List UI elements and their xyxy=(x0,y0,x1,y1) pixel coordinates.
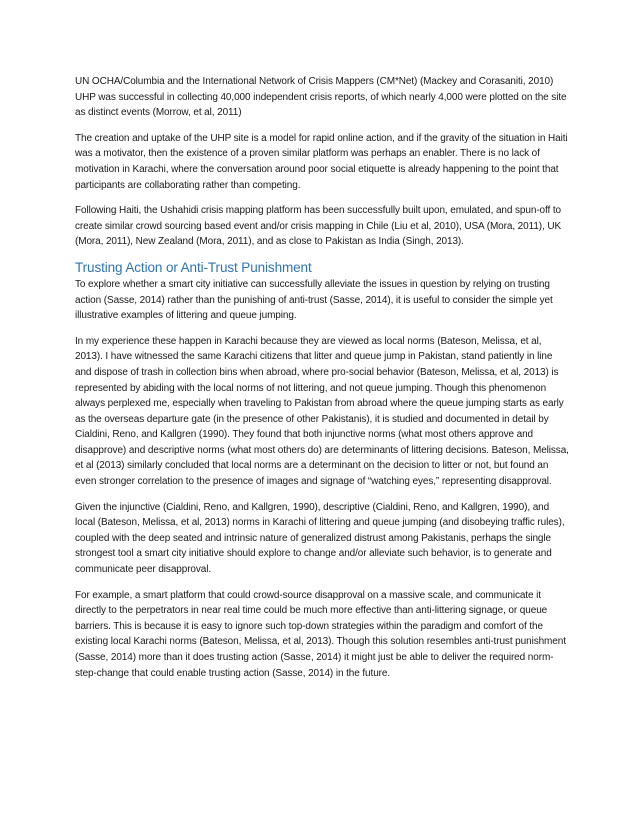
body-paragraph: Given the injunctive (Cialdini, Reno, and Kallgren, 1990), descriptive (Cialdini, Reno, and Kallgren, 1990), and local (Bateson, Melissa, et al, 2013) norms in Karachi of littering and queue jumping (and disobeying traffic rules), coupled with the deep seated and intrinsic nature of generalized distrust among Pakistanis, perhaps the single strongest tool a smart city initiative should explore to change and/or alleviate such behavior, is to generate and communicate peer disapproval. xyxy=(75,501,565,576)
body-paragraph: The creation and uptake of the UHP site is a model for rapid online action, and if the gravity of the situation in Haiti was a motivator, then the existence of a proven similar platform was perhaps an enabler. There is no lack of motivation in Karachi, where the conversation around poor social etiquette is already happening to the point that participants are collaborating rather than competing. xyxy=(75,132,568,191)
section-heading: Trusting Action or Anti-Trust Punishment xyxy=(75,259,312,275)
body-paragraph: For example, a smart platform that could crowd-source disapproval on a massive scale, and communicate it directly to the perpetrators in near real time could be much more effective than anti-littering signage, or queue barriers. This is because it is easy to ignore such top-down strategies within the paradigm and comfort of the existing local Karachi norms (Bateson, Melissa, et al, 2013). Though this solution resembles anti-trust punishment (Sasse, 2014) more than it does trusting action (Sasse, 2014) it might just be able to deliver the required norm-step-change that could enable trusting action (Sasse, 2014) in the future. xyxy=(75,589,566,679)
body-paragraph: In my experience these happen in Karachi because they are viewed as local norms (Bateson, Melissa, et al, 2013). I have witnessed the same Karachi citizens that litter and queue jump in Pakistan, stand patiently in line and dispose of trash in collection bins when abroad, where pro-social behavior (Bateson, Melissa, et al, 2013) is represented by abiding with the local norms of not littering, and not queue jumping. Though this phenomenon always perplexed me, especially when traveling to Pakistan from abroad where the queue jumping starts as early as the overseas departure gate (in the presence of other Pakistanis), it is studied and documented in detail by Cialdini, Reno, and Kallgren (1990). They found that both injunctive norms (what most others approve and disapprove) and descriptive norms (what most others do) are determinants of littering decisions. Bateson, Melissa, et al (2013) similarly concluded that local norms are a determinant on the decision to litter or not, but found an even stronger correlation to the presence of images and signage of “watching eyes,” representing disapproval. xyxy=(75,335,569,488)
body-paragraph: To explore whether a smart city initiative can successfully alleviate the issues in question by relying on trusting action (Sasse, 2014) rather than the punishing of anti-trust (Sasse, 2014), it is useful to consider the simple yet illustrative examples of littering and queue jumping. xyxy=(75,278,553,322)
body-paragraph: UN OCHA/Columbia and the International Network of Crisis Mappers (CM*Net) (Mackey and Corasaniti, 2010) UHP was successful in collecting 40,000 independent crisis reports, of which nearly 4,000 were plotted on the site as distinct events (Morrow, et al, 2011) xyxy=(75,76,567,119)
document-page xyxy=(75,74,571,691)
body-paragraph: Following Haiti, the Ushahidi crisis mapping platform has been successfully built upon, emulated, and spun-off to create similar crowd sourcing based event and/or crisis mapping in Chile (Liu et al, 2010), USA (Mora, 2011), UK (Mora, 2011), New Zealand (Mora, 2011), and as close to Pakistan as India (Singh, 2013). xyxy=(75,205,562,248)
